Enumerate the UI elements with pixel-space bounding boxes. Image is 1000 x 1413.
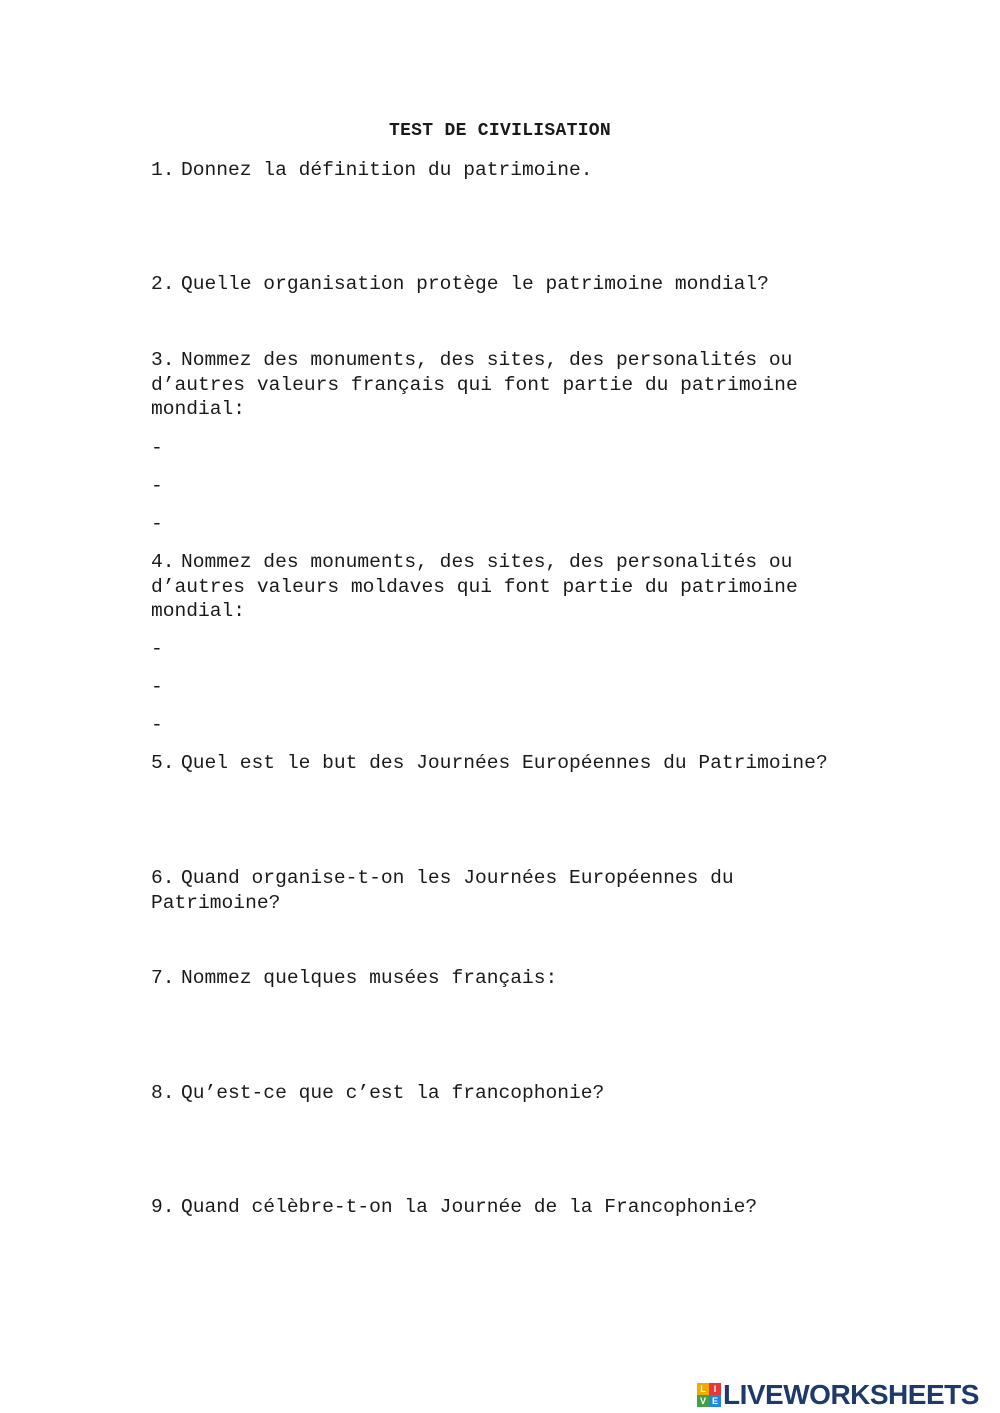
question-6 xyxy=(151,866,791,915)
question-number: 8. xyxy=(151,1082,175,1104)
question-number: 7. xyxy=(151,967,175,989)
question-text: Quand célèbre-t-on la Journée de la Francophonie? xyxy=(181,1196,758,1218)
question-text: Nommez quelques musées français: xyxy=(181,967,558,989)
logo-icon: L I V E xyxy=(697,1383,721,1407)
question-number: 6. xyxy=(151,867,175,889)
question-text: Qu’est-ce que c’est la francophonie? xyxy=(181,1082,605,1104)
question-text: Donnez la définition du patrimoine. xyxy=(181,159,593,181)
question-number: 4. xyxy=(151,551,175,573)
question-8 xyxy=(151,1081,871,1106)
question-text: Nommez des monuments, des sites, des personalités ou d’autres valeurs français qui font partie du patrimoine mondial: xyxy=(151,349,810,420)
question-number: 1. xyxy=(151,159,175,181)
question-text: Quelle organisation protège le patrimoine mondial? xyxy=(181,273,769,295)
question-number: 3. xyxy=(151,349,175,371)
question-number: 9. xyxy=(151,1196,175,1218)
question-number: 5. xyxy=(151,752,175,774)
question-7 xyxy=(151,966,871,991)
answer-dash: - xyxy=(151,437,163,459)
answer-dash: - xyxy=(151,475,163,497)
answer-dash: - xyxy=(151,714,163,736)
liveworksheets-logo xyxy=(697,1380,979,1410)
question-3 xyxy=(151,348,871,422)
question-5 xyxy=(151,751,891,776)
answer-dash: - xyxy=(151,638,163,660)
question-number: 2. xyxy=(151,273,175,295)
logo-text: LIVEWORKSHEETS xyxy=(723,1379,979,1410)
question-9 xyxy=(151,1195,871,1220)
question-4 xyxy=(151,550,871,624)
question-2 xyxy=(151,272,871,297)
answer-dash: - xyxy=(151,513,163,535)
question-text: Quand organise-t-on les Journées Européennes du Patrimoine? xyxy=(151,867,746,914)
question-text: Nommez des monuments, des sites, des personalités ou d’autres valeurs moldaves qui font partie du patrimoine mondial: xyxy=(151,551,810,622)
answer-dash: - xyxy=(151,676,163,698)
question-1 xyxy=(151,158,871,183)
question-text: Quel est le but des Journées Européennes du Patrimoine? xyxy=(181,752,828,774)
page-title: TEST DE CIVILISATION xyxy=(388,121,612,141)
